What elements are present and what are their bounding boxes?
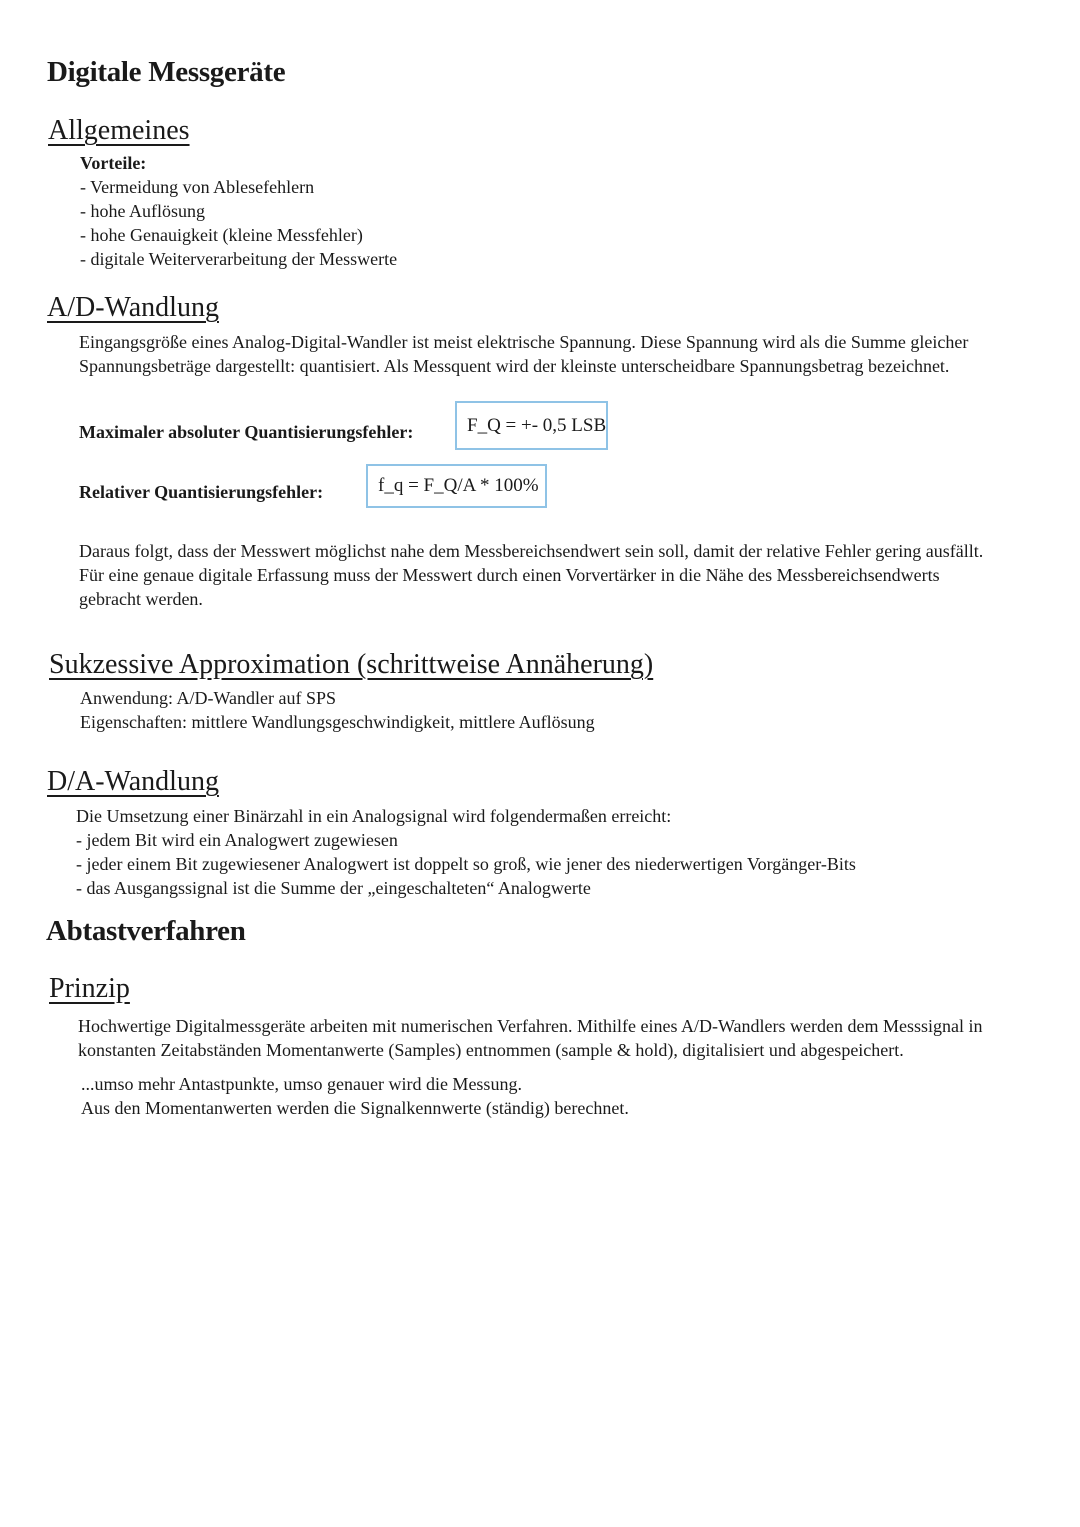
section-title-abtastverfahren: Abtastverfahren: [46, 915, 246, 947]
ad-intro-line: Eingangsgröße eines Analog-Digital-Wandler ist meist elektrische Spannung. Diese Spannung wird als die Summe gleicher: [79, 332, 969, 352]
sukz-line: Eigenschaften: mittlere Wandlungsgeschwindigkeit, mittlere Auflösung: [80, 712, 595, 732]
sukz-line: Anwendung: A/D-Wandler auf SPS: [80, 688, 337, 708]
da-body: [76, 804, 856, 900]
heading-allgemeines: Allgemeines: [48, 115, 190, 146]
list-item: - hohe Genauigkeit (kleine Messfehler): [80, 225, 363, 245]
heading-da-wandlung: D/A-Wandlung: [47, 766, 219, 797]
ad-intro: [79, 330, 968, 378]
ad-conclusion-line: Daraus folgt, dass der Messwert möglichst nahe dem Messbereichsendwert sein soll, damit der relative Fehler gering ausfällt.: [79, 541, 984, 561]
vorteile-label: Vorteile:: [80, 153, 147, 173]
ad-conclusion: [79, 539, 983, 611]
prinzip-note-line: ...umso mehr Antastpunkte, umso genauer wird die Messung.: [81, 1074, 522, 1094]
rel-error-formula: f_q = F_Q/A * 100%: [378, 475, 539, 496]
prinzip-paragraph: [78, 1014, 982, 1062]
ad-conclusion-line: gebracht werden.: [79, 589, 203, 609]
abs-error-formula-box: [455, 401, 608, 450]
abs-error-formula: F_Q = +- 0,5 LSB: [467, 414, 607, 436]
ad-conclusion-line: Für eine genaue digitale Erfassung muss der Messwert durch einen Vorvertärker in die Nähe des Messbereichsendwerts: [79, 565, 940, 585]
da-line: - das Ausgangssignal ist die Summe der „eingeschalteten“ Analogwerte: [76, 878, 591, 898]
sukz-body: [80, 686, 595, 734]
list-item: - hohe Auflösung: [80, 201, 205, 221]
da-line: Die Umsetzung einer Binärzahl in ein Analogsignal wird folgendermaßen erreicht:: [76, 806, 672, 826]
ad-intro-line: Spannungsbeträge dargestellt: quantisiert. Als Messquent wird der kleinste unterscheidbare Spannungsbetrag bezeichnet.: [79, 356, 950, 376]
prinzip-line: Hochwertige Digitalmessgeräte arbeiten mit numerischen Verfahren. Mithilfe eines A/D-Wandlers werden dem Messsignal in: [78, 1016, 983, 1036]
heading-sukzessive-approximation: Sukzessive Approximation (schrittweise Annäherung): [49, 649, 654, 680]
prinzip-line: konstanten Zeitabständen Momentanwerte (Samples) entnommen (sample & hold), digitalisiert und abgespeichert.: [78, 1040, 904, 1060]
list-item: - digitale Weiterverarbeitung der Messwerte: [80, 249, 398, 269]
rel-error-formula-box: [366, 464, 547, 508]
rel-error-label: Relativer Quantisierungsfehler:: [79, 482, 324, 502]
vorteile-block: [80, 151, 397, 271]
heading-ad-wandlung: A/D-Wandlung: [47, 292, 219, 323]
da-line: - jedem Bit wird ein Analogwert zugewiesen: [76, 830, 398, 850]
prinzip-note-line: Aus den Momentanwerten werden die Signalkennwerte (ständig) berechnet.: [81, 1098, 629, 1118]
heading-prinzip: Prinzip: [49, 973, 130, 1004]
prinzip-note: [81, 1072, 629, 1120]
abs-error-label: Maximaler absoluter Quantisierungsfehler:: [79, 422, 414, 442]
list-item: - Vermeidung von Ablesefehlern: [80, 177, 315, 197]
page-title: Digitale Messgeräte: [47, 56, 286, 88]
da-line: - jeder einem Bit zugewiesener Analogwert ist doppelt so groß, wie jener des niederwertigen Vorgänger-Bits: [76, 854, 856, 874]
